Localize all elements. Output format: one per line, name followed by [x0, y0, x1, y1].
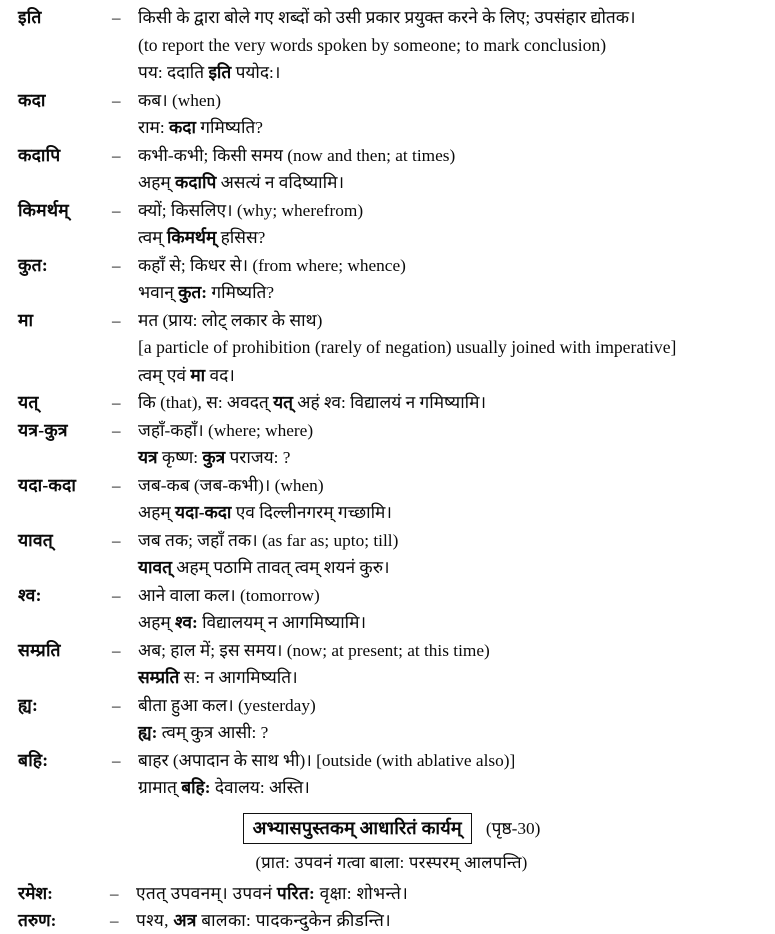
glossary-term-cell-empty — [18, 59, 112, 87]
example-text: पयोद:। — [231, 63, 281, 82]
example-text: राम: — [138, 118, 169, 137]
glossary-definition-cell — [138, 692, 765, 720]
glossary-term-cell — [18, 252, 112, 280]
glossary-dash-cell-empty — [112, 362, 138, 390]
glossary-term: यावत् — [18, 529, 53, 550]
glossary-dash-cell-empty — [112, 609, 138, 637]
glossary-definition-cell — [138, 637, 765, 665]
example-text: अहं श्व: विद्यालयं न गमिष्यामि। — [292, 393, 487, 412]
example-text: अहम् — [138, 173, 176, 192]
example-text: गमिष्यति? — [195, 118, 263, 137]
hindi-gloss: बाहर (अपादान के साथ भी)। [outside (with ablative also)] — [138, 750, 516, 770]
glossary-term: श्व: — [18, 584, 42, 605]
glossary-row — [18, 59, 765, 87]
glossary-dash-cell — [112, 197, 138, 225]
example-keyword: सम्प्रति — [138, 668, 180, 687]
glossary-term: कुत: — [18, 254, 48, 275]
glossary-definition-cell — [138, 197, 765, 225]
example-text: ग्रामात् — [138, 778, 182, 797]
glossary-term-cell — [18, 417, 112, 445]
entry-dash: – — [112, 145, 121, 165]
glossary-row — [18, 747, 765, 775]
example-text: त्वम् एवं — [138, 365, 191, 385]
glossary-term: किमर्थम् — [18, 199, 69, 220]
example-text: अहम् — [138, 503, 176, 522]
glossary-definition-cell — [138, 774, 765, 802]
glossary-term-cell — [18, 582, 112, 610]
glossary-dash-cell-empty — [112, 664, 138, 692]
hindi-gloss: जहाँ-कहाँ। (where; where) — [138, 420, 314, 440]
glossary-term-cell-empty — [18, 554, 112, 582]
example-sentence — [138, 389, 765, 417]
glossary-dash-cell-empty — [112, 444, 138, 472]
example-sentence — [138, 224, 765, 252]
glossary-row — [18, 279, 765, 307]
example-keyword: किमर्थम् — [166, 228, 217, 247]
glossary-row — [18, 334, 765, 362]
glossary-dash-cell — [112, 417, 138, 445]
entry-dash: – — [112, 475, 121, 495]
glossary-term-cell-empty — [18, 362, 112, 390]
example-sentence — [138, 362, 765, 390]
glossary-definition-cell — [138, 389, 765, 417]
glossary-dash-cell-empty — [112, 499, 138, 527]
glossary-term-cell — [18, 307, 112, 335]
glossary-term-cell-empty — [18, 499, 112, 527]
example-text: कृष्ण: — [157, 448, 203, 467]
dialogue-text: बालका: पादकन्दुकेन क्रीडन्ति। — [196, 910, 391, 930]
glossary-row — [18, 307, 765, 335]
glossary-row — [18, 692, 765, 720]
example-keyword: कुत्र — [202, 448, 226, 467]
glossary-term-cell — [18, 4, 112, 32]
glossary-definition-cell — [138, 664, 765, 692]
glossary-term-cell — [18, 527, 112, 555]
english-gloss: (to report the very words spoken by someone; to mark conclusion) — [138, 34, 607, 55]
hindi-gloss: जब-कब (जब-कभी)। (when) — [138, 475, 324, 495]
glossary-term: बहि: — [18, 749, 49, 770]
glossary-row — [18, 169, 765, 197]
glossary-term-cell — [18, 142, 112, 170]
example-text: विद्यालयम् न आगमिष्यामि। — [197, 613, 367, 632]
entry-dash: – — [112, 200, 121, 220]
dialogue-speaker: तरुण: — [18, 910, 57, 930]
glossary-definition-cell — [138, 609, 765, 637]
dialogue-text: वृक्षा: शोभन्ते। — [315, 883, 409, 903]
glossary-definition-cell — [138, 334, 765, 362]
glossary-definition-cell — [138, 114, 765, 142]
glossary-row — [18, 664, 765, 692]
example-text: हसिस? — [216, 228, 266, 247]
dialogue-row — [18, 880, 765, 907]
example-keyword: कदापि — [175, 173, 217, 192]
entry-dash: – — [112, 695, 121, 715]
glossary-row — [18, 637, 765, 665]
example-keyword: यावत् — [138, 558, 172, 577]
glossary-term: यदा-कदा — [18, 474, 77, 495]
dialogue-dash: – — [110, 883, 119, 903]
example-sentence — [138, 444, 765, 472]
hindi-gloss: बीता हुआ कल। (yesterday) — [138, 695, 316, 715]
glossary-row — [18, 609, 765, 637]
example-text: स: न आगमिष्यति। — [179, 668, 298, 687]
example-sentence — [138, 554, 765, 582]
glossary-definition-cell — [138, 59, 765, 87]
dialogue-keyword: अत्र — [173, 910, 197, 930]
glossary-dash-cell — [112, 747, 138, 775]
stage-direction: (प्रात: उपवनं गत्वा बाला: परस्परम् आलपन्ति) — [255, 852, 528, 872]
glossary-row — [18, 197, 765, 225]
glossary-definition-cell — [138, 719, 765, 747]
example-sentence — [138, 499, 765, 527]
hindi-gloss: किसी के द्वारा बोले गए शब्दों को उसी प्रकार प्रयुक्त करने के लिए; उपसंहार द्योतक। — [138, 8, 636, 27]
glossary-definition-cell — [138, 747, 765, 775]
glossary-term: मा — [18, 309, 34, 330]
entry-dash: – — [112, 585, 121, 605]
hindi-gloss: कहाँ से; किधर से। (from where; whence) — [138, 255, 406, 275]
example-text: कि (that), स: अवदत् — [138, 393, 274, 412]
entry-dash: – — [112, 420, 121, 440]
example-text: वद। — [205, 365, 235, 385]
example-keyword: मा — [190, 365, 206, 385]
example-keyword: ह्य: — [138, 723, 158, 742]
example-keyword: यत् — [273, 393, 293, 412]
glossary-definition-cell — [138, 499, 765, 527]
glossary-term-cell-empty — [18, 169, 112, 197]
glossary-term-cell-empty — [18, 774, 112, 802]
glossary-term-cell — [18, 197, 112, 225]
glossary-dash-cell-empty — [112, 169, 138, 197]
example-text: पय: ददाति — [138, 63, 209, 82]
glossary-dash-cell-empty — [112, 334, 138, 362]
entry-dash: – — [112, 8, 121, 27]
glossary-row — [18, 774, 765, 802]
glossary-definition-cell — [138, 279, 765, 307]
glossary-term-cell-empty — [18, 609, 112, 637]
glossary-dash-cell — [112, 389, 138, 417]
glossary-definition-cell — [138, 582, 765, 610]
glossary-term-cell-empty — [18, 279, 112, 307]
glossary-term: कदा — [18, 89, 46, 110]
exercise-page-reference: (पृष्ठ-30) — [485, 818, 541, 838]
glossary-row — [18, 4, 765, 32]
glossary-term-cell-empty — [18, 32, 112, 60]
dialogue-line — [136, 907, 765, 934]
glossary-term: सम्प्रति — [18, 639, 61, 660]
glossary-term-cell-empty — [18, 719, 112, 747]
glossary-dash-cell — [112, 307, 138, 335]
example-text: अहम् पठामि तावत् त्वम् शयनं कुरु। — [171, 558, 390, 577]
dialogue-line — [136, 880, 765, 907]
example-text: पराजय: ? — [225, 448, 291, 467]
glossary-term-cell — [18, 472, 112, 500]
entry-dash: – — [112, 640, 121, 660]
dialogue-body — [18, 880, 765, 934]
glossary-row — [18, 444, 765, 472]
glossary-dash-cell-empty — [112, 554, 138, 582]
glossary-dash-cell-empty — [112, 59, 138, 87]
example-keyword: कदा — [169, 118, 196, 137]
glossary-term: इति — [18, 7, 42, 27]
glossary-dash-cell — [112, 527, 138, 555]
glossary-definition-cell — [138, 32, 765, 60]
glossary-term-cell-empty — [18, 444, 112, 472]
dialogue-table — [18, 880, 765, 934]
example-keyword: श्व: — [175, 613, 198, 632]
glossary-dash-cell — [112, 582, 138, 610]
glossary-definition-cell — [138, 224, 765, 252]
glossary-row — [18, 362, 765, 390]
glossary-term: कदापि — [18, 144, 61, 165]
glossary-row — [18, 554, 765, 582]
example-text: एव दिल्लीनगरम् गच्छामि। — [231, 503, 392, 522]
example-text: असत्यं न वदिष्यामि। — [216, 173, 344, 192]
glossary-dash-cell-empty — [112, 32, 138, 60]
glossary-dash-cell — [112, 252, 138, 280]
glossary-body — [18, 4, 765, 802]
glossary-term-cell — [18, 389, 112, 417]
glossary-dash-cell — [112, 637, 138, 665]
example-keyword: यत्र — [138, 448, 158, 467]
glossary-table — [18, 4, 765, 802]
hindi-gloss: कभी-कभी; किसी समय (now and then; at times) — [138, 145, 456, 165]
glossary-row — [18, 472, 765, 500]
glossary-row — [18, 224, 765, 252]
glossary-row — [18, 252, 765, 280]
glossary-row — [18, 582, 765, 610]
hindi-gloss: मत (प्राय: लोट् लकार के साथ) — [138, 310, 323, 330]
glossary-term: यत्र-कुत्र — [18, 419, 68, 440]
glossary-row — [18, 719, 765, 747]
glossary-dash-cell-empty — [112, 279, 138, 307]
exercise-box-title: अभ्यासपुस्तकम् आधारितं कार्यम् — [243, 813, 472, 844]
glossary-row — [18, 499, 765, 527]
glossary-term-cell — [18, 637, 112, 665]
glossary-row — [18, 142, 765, 170]
glossary-definition-cell — [138, 554, 765, 582]
glossary-term-cell-empty — [18, 114, 112, 142]
hindi-gloss: जब तक; जहाँ तक। (as far as; upto; till) — [138, 530, 399, 550]
example-sentence — [138, 609, 765, 637]
example-text: त्वम् — [138, 228, 167, 247]
example-keyword: इति — [208, 63, 232, 82]
glossary-term: यत् — [18, 392, 39, 412]
example-sentence — [138, 664, 765, 692]
glossary-definition-cell — [138, 4, 765, 32]
glossary-dash-cell — [112, 4, 138, 32]
glossary-definition-cell — [138, 362, 765, 390]
example-sentence — [138, 59, 765, 87]
english-gloss: [a particle of prohibition (rarely of negation) usually joined with imperative] — [138, 337, 677, 357]
glossary-dash-cell-empty — [112, 114, 138, 142]
glossary-term-cell — [18, 692, 112, 720]
glossary-term-cell — [18, 87, 112, 115]
glossary-term: ह्य: — [18, 694, 39, 715]
glossary-definition-cell — [138, 444, 765, 472]
example-sentence — [138, 719, 765, 747]
glossary-definition-cell — [138, 472, 765, 500]
glossary-dash-cell-empty — [112, 774, 138, 802]
example-text: देवालय: अस्ति। — [210, 778, 310, 797]
glossary-definition-cell — [138, 87, 765, 115]
glossary-dash-cell-empty — [112, 719, 138, 747]
example-text: अहम् — [138, 613, 176, 632]
entry-dash: – — [112, 750, 121, 770]
entry-dash: – — [112, 310, 121, 330]
glossary-row — [18, 114, 765, 142]
glossary-term-cell-empty — [18, 334, 112, 362]
glossary-dash-cell-empty — [112, 224, 138, 252]
glossary-dash-cell — [112, 142, 138, 170]
hindi-gloss: क्यों; किसलिए। (why; wherefrom) — [138, 200, 364, 220]
entry-dash: – — [112, 255, 121, 275]
example-keyword: कुत: — [178, 283, 208, 302]
example-text: त्वम् कुत्र आसी: ? — [157, 723, 269, 742]
example-sentence — [138, 279, 765, 307]
glossary-definition-cell — [138, 307, 765, 335]
example-sentence — [138, 774, 765, 802]
entry-dash: – — [112, 90, 121, 110]
hindi-gloss: अब; हाल में; इस समय। (now; at present; at this time) — [138, 640, 490, 660]
entry-dash: – — [112, 393, 121, 412]
glossary-dash-cell — [112, 692, 138, 720]
glossary-dash-cell — [112, 87, 138, 115]
hindi-gloss: आने वाला कल। (tomorrow) — [138, 585, 320, 605]
example-text: गमिष्यति? — [207, 283, 275, 302]
glossary-dash-cell — [112, 472, 138, 500]
entry-dash: – — [112, 530, 121, 550]
glossary-row — [18, 87, 765, 115]
example-text: भवान् — [138, 283, 179, 302]
glossary-row — [18, 417, 765, 445]
dialogue-text: पश्य, — [136, 910, 174, 930]
glossary-definition-cell — [138, 169, 765, 197]
glossary-row — [18, 527, 765, 555]
example-keyword: बहि: — [181, 778, 211, 797]
dialogue-speaker: रमेश: — [18, 883, 53, 903]
exercise-heading — [18, 813, 765, 844]
hindi-gloss: कब। (when) — [138, 90, 221, 110]
glossary-term-cell — [18, 747, 112, 775]
dialogue-row — [18, 907, 765, 934]
example-sentence — [138, 114, 765, 142]
glossary-term-cell-empty — [18, 664, 112, 692]
dialogue-dash: – — [110, 910, 119, 930]
glossary-definition-cell — [138, 142, 765, 170]
example-keyword: यदा-कदा — [175, 503, 232, 522]
glossary-row — [18, 389, 765, 417]
dialogue-text: एतत् उपवनम्। उपवनं — [136, 883, 277, 903]
glossary-row — [18, 32, 765, 60]
dialogue-keyword: परित: — [276, 883, 316, 903]
glossary-definition-cell — [138, 252, 765, 280]
glossary-definition-cell — [138, 417, 765, 445]
glossary-definition-cell — [138, 527, 765, 555]
example-sentence — [138, 169, 765, 197]
glossary-term-cell-empty — [18, 224, 112, 252]
